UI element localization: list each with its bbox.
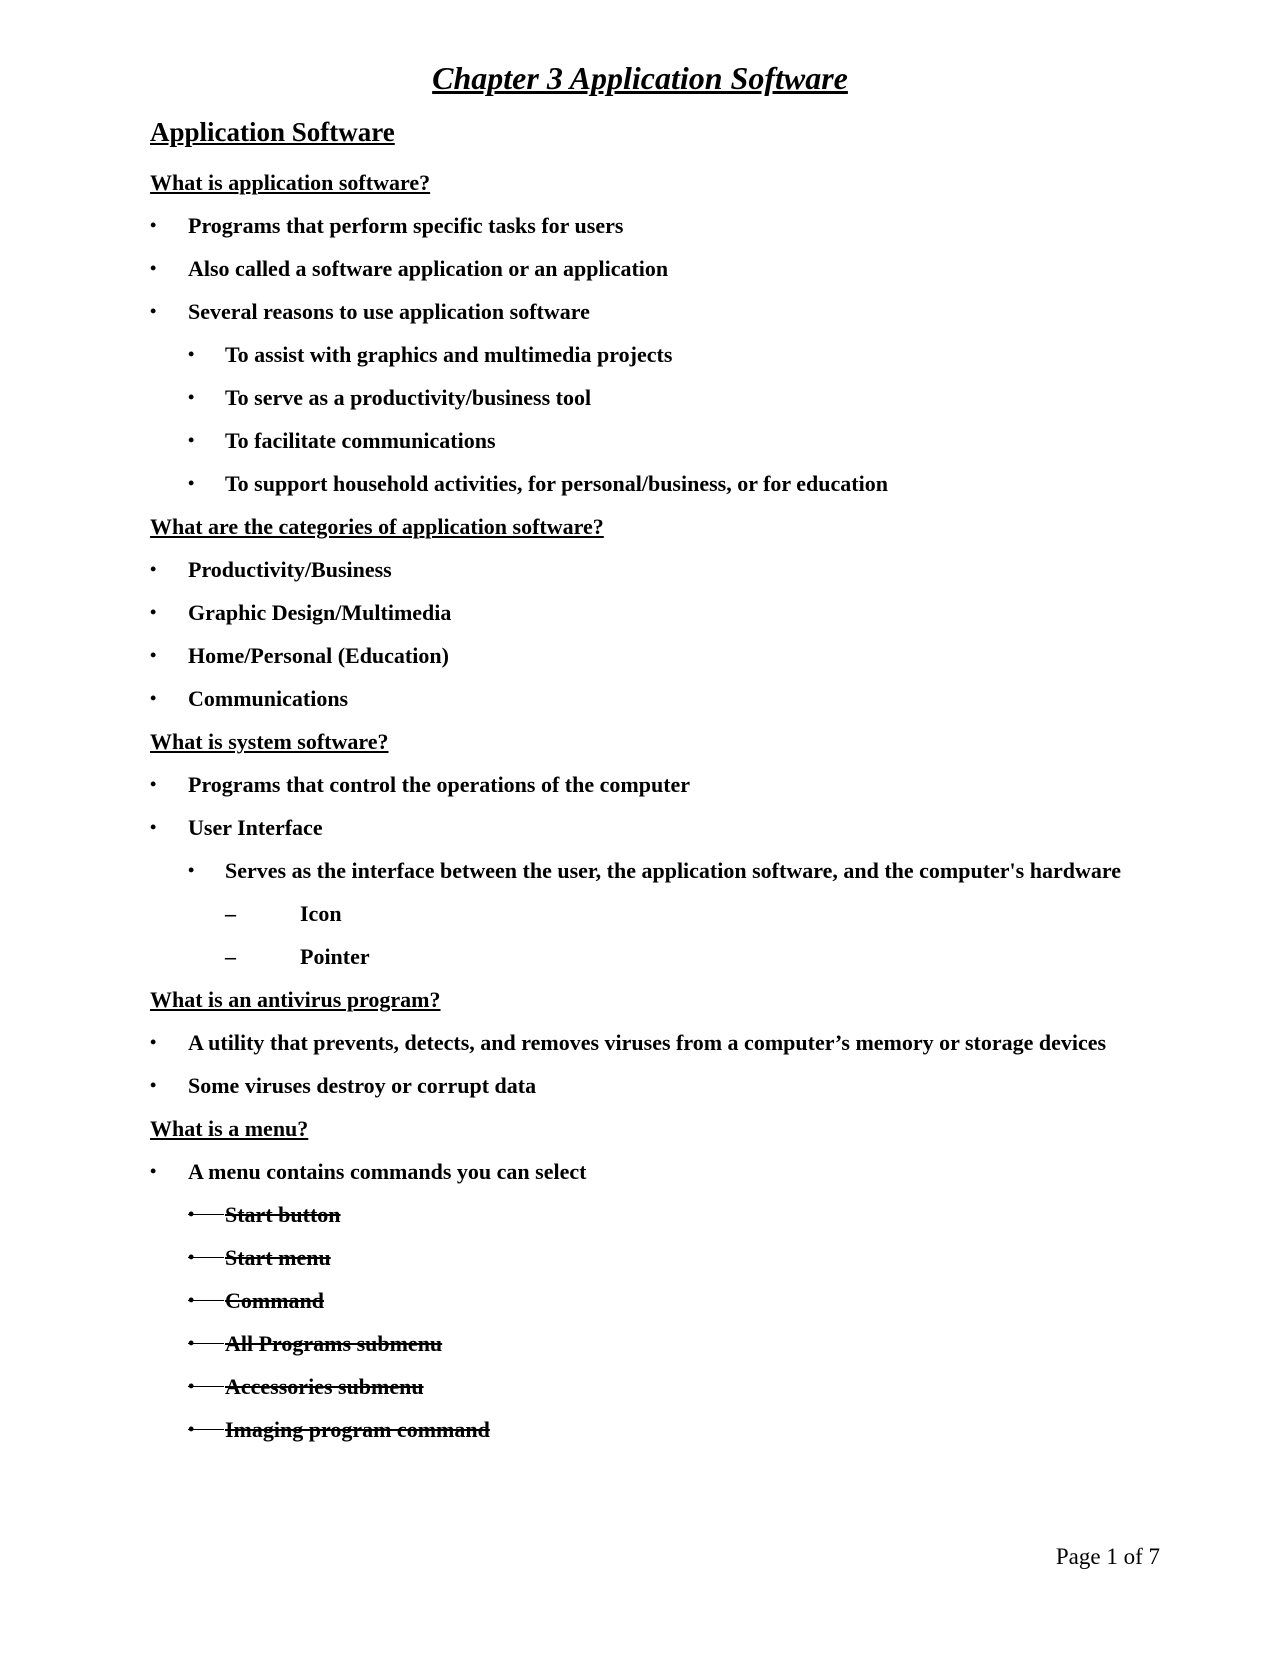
question-text: What are the categories of application software? xyxy=(150,514,604,539)
strikethrough-mark xyxy=(188,1257,224,1258)
section-heading: Application Software xyxy=(150,117,395,147)
question-text: What is an antivirus program? xyxy=(150,987,441,1012)
list-item-text: Start button xyxy=(225,1202,341,1227)
list-item xyxy=(150,591,1160,634)
bullet-marker: • xyxy=(150,258,157,278)
sub-list-item xyxy=(150,462,1160,505)
page-number: Page 1 of 7 xyxy=(1055,1544,1160,1569)
list-item xyxy=(150,1150,1160,1193)
list-item-text: A menu contains commands you can select xyxy=(188,1159,587,1184)
bullet-marker: • xyxy=(188,1419,195,1439)
list-item-text: Several reasons to use application software xyxy=(188,299,590,324)
bullet-marker: • xyxy=(150,559,157,579)
sub-list-item xyxy=(150,1408,1160,1451)
strikethrough-mark xyxy=(188,1343,224,1344)
bullet-marker: • xyxy=(188,473,195,493)
sub-list-item xyxy=(150,1365,1160,1408)
sub-list-item xyxy=(150,1236,1160,1279)
sub-list-item xyxy=(150,419,1160,462)
bullet-marker: • xyxy=(188,387,195,407)
list-item xyxy=(150,806,1160,849)
bullet-marker: • xyxy=(150,602,157,622)
list-item-text: Start menu xyxy=(225,1245,331,1270)
list-item-text: Home/Personal (Education) xyxy=(188,643,449,668)
strikethrough-mark xyxy=(188,1386,224,1387)
dash-marker: – xyxy=(225,901,236,926)
question-heading xyxy=(150,505,1160,548)
list-item-text: Icon xyxy=(300,901,342,926)
list-item-text: User Interface xyxy=(188,815,323,840)
list-item xyxy=(150,1064,1160,1107)
list-item-text: Serves as the interface between the user, the application software, and the computer's hardware xyxy=(225,858,1121,883)
list-item-text: Communications xyxy=(188,686,349,711)
question-text: What is a menu? xyxy=(150,1116,309,1141)
strikethrough-mark xyxy=(188,1300,224,1301)
list-item-text: All Programs submenu xyxy=(225,1331,443,1356)
bullet-marker: • xyxy=(188,344,195,364)
bullet-marker: • xyxy=(188,1290,195,1310)
list-item-text: Programs that control the operations of the computer xyxy=(188,772,691,797)
list-item-text: Programs that perform specific tasks for users xyxy=(188,213,624,238)
dash-list-item xyxy=(150,935,1160,978)
list-item xyxy=(150,548,1160,591)
question-heading xyxy=(150,720,1160,763)
list-item xyxy=(150,290,1160,333)
document-body xyxy=(150,161,1160,1451)
list-item xyxy=(150,204,1160,247)
sub-list-item xyxy=(150,849,1160,892)
question-heading xyxy=(150,1107,1160,1150)
page-title: Chapter 3 Application Software xyxy=(432,60,848,96)
bullet-marker: • xyxy=(150,1161,157,1181)
list-item-text: Accessories submenu xyxy=(225,1374,424,1399)
bullet-marker: • xyxy=(150,817,157,837)
bullet-marker: • xyxy=(188,430,195,450)
strikethrough-mark xyxy=(188,1214,224,1215)
sub-list-item xyxy=(150,1322,1160,1365)
question-text: What is application software? xyxy=(150,170,431,195)
sub-list-item xyxy=(150,1193,1160,1236)
bullet-marker: • xyxy=(188,860,195,880)
list-item xyxy=(150,247,1160,290)
sub-list-item xyxy=(150,333,1160,376)
list-item-text: Graphic Design/Multimedia xyxy=(188,600,452,625)
question-heading xyxy=(150,978,1160,1021)
strikethrough-mark xyxy=(188,1429,224,1430)
list-item xyxy=(150,677,1160,720)
bullet-marker: • xyxy=(150,688,157,708)
question-heading xyxy=(150,161,1160,204)
list-item-text: To serve as a productivity/business tool xyxy=(225,385,592,410)
bullet-marker: • xyxy=(188,1333,195,1353)
list-item-text: Productivity/Business xyxy=(188,557,392,582)
list-item-text: Pointer xyxy=(300,944,370,969)
bullet-marker: • xyxy=(150,215,157,235)
bullet-marker: • xyxy=(150,774,157,794)
sub-list-item xyxy=(150,376,1160,419)
list-item-text: Command xyxy=(225,1288,325,1313)
bullet-marker: • xyxy=(188,1204,195,1224)
bullet-marker: • xyxy=(188,1247,195,1267)
bullet-marker: • xyxy=(150,301,157,321)
dash-list-item xyxy=(150,892,1160,935)
list-item xyxy=(150,1021,1160,1064)
list-item-text: A utility that prevents, detects, and removes viruses from a computer’s memory or storage devices xyxy=(188,1030,1107,1055)
dash-marker: – xyxy=(225,944,236,969)
sub-list-item xyxy=(150,1279,1160,1322)
list-item xyxy=(150,634,1160,677)
list-item-text: Imaging program command xyxy=(225,1417,490,1442)
list-item-text: To facilitate communications xyxy=(225,428,496,453)
list-item-text: To assist with graphics and multimedia projects xyxy=(225,342,673,367)
list-item xyxy=(150,763,1160,806)
list-item-text: To support household activities, for personal/business, or for education xyxy=(225,471,888,496)
bullet-marker: • xyxy=(188,1376,195,1396)
question-text: What is system software? xyxy=(150,729,389,754)
bullet-marker: • xyxy=(150,1075,157,1095)
bullet-marker: • xyxy=(150,645,157,665)
bullet-marker: • xyxy=(150,1032,157,1052)
list-item-text: Some viruses destroy or corrupt data xyxy=(188,1073,537,1098)
list-item-text: Also called a software application or an application xyxy=(188,256,669,281)
